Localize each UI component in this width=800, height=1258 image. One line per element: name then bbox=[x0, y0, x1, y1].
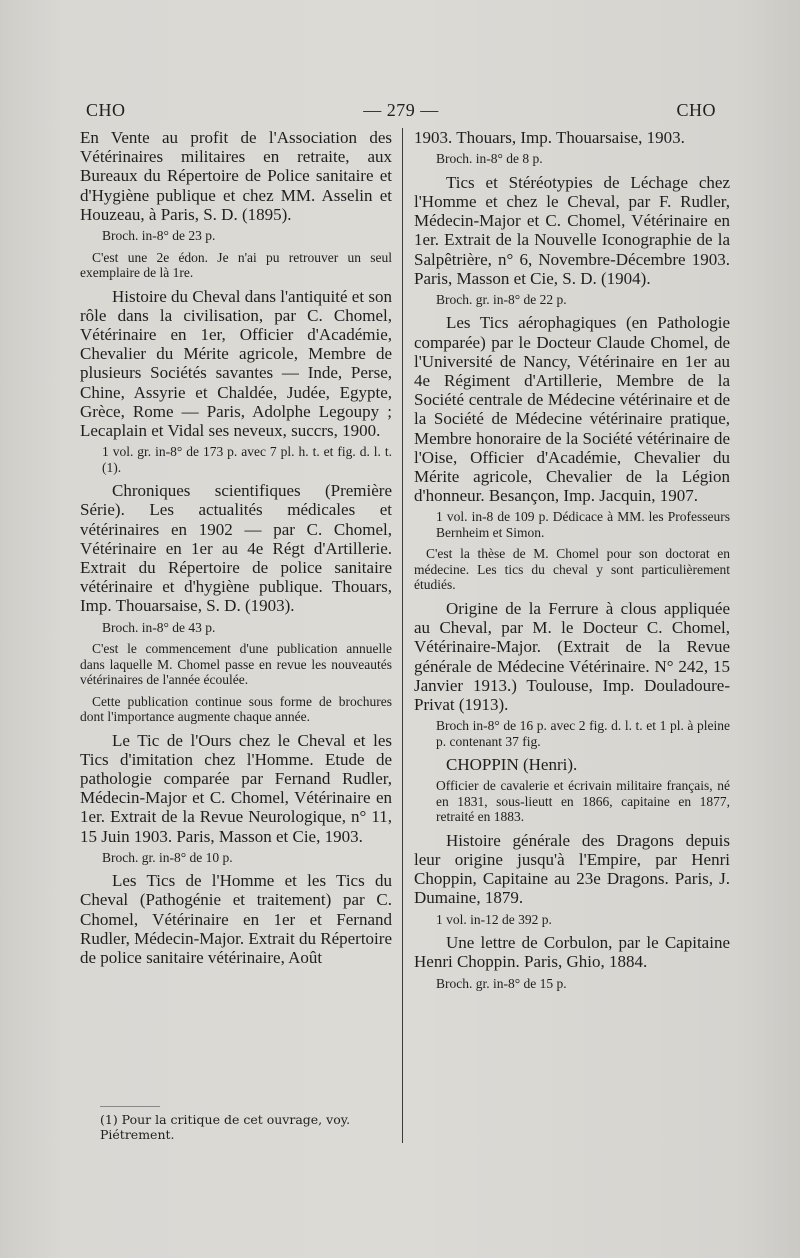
entry-note: C'est la thèse de M. Chomel pour son doctorat en médecine. Les tics du cheval y sont particulièrement étudiés. bbox=[414, 546, 730, 593]
entry-text: Histoire générale des Dragons depuis leur origine jusqu'à l'Empire, par Henri Choppin, Capitaine au 23e Dragons. Paris, J. Dumaine, 1879. bbox=[414, 830, 730, 908]
entry-text: Les Tics de l'Homme et les Tics du Cheval (Pathogénie et traitement) par C. Chomel, Vétérinaire en 1er et Fernand Rudler, Médecin-Major. Extrait du Répertoire de police sanitaire vétérinaire, Août bbox=[80, 871, 392, 968]
entry-note: Broch. in-8° de 8 p. bbox=[436, 151, 543, 167]
entry-note: Officier de cavalerie et écrivain militaire français, né en 1831, sous-lieutt en 1866, capitaine en 1877, retraité en 1883. bbox=[436, 778, 730, 825]
bibliography-entry bbox=[414, 831, 730, 908]
entry-note: C'est le commencement d'une publication annuelle dans laquelle M. Chomel passe en revue les nouveautés vétérinaires de l'année écoulée. bbox=[80, 641, 392, 688]
entry-text: 1903. Thouars, Imp. Thouarsaise, 1903. bbox=[414, 128, 685, 147]
entry-note: Broch. gr. in-8° de 10 p. bbox=[102, 849, 233, 865]
entry-note: 1 vol. in-8 de 109 p. Dédicace à MM. les Professeurs Bernheim et Simon. bbox=[436, 509, 730, 540]
entry-note: Broch. gr. in-8° de 15 p. bbox=[436, 975, 567, 991]
entry-note: Broch. gr. in-8° de 22 p. bbox=[436, 291, 567, 307]
entry-note: Broch. in-8° de 43 p. bbox=[102, 619, 216, 635]
bibliography-entry bbox=[80, 128, 392, 224]
left-column bbox=[80, 128, 392, 971]
entry-text: Chroniques scientifiques (Première Série). Les actualités médicales et vétérinaires en 1902 — par C. Chomel, Vétérinaire en 1er au 4e Régt d'Artillerie. Extrait du Répertoire de police sanitaire vétérinaire et d'hygiène publique. Thouars, Imp. Thouarsaise, S. D. (1903). bbox=[80, 481, 392, 616]
header-right: CHO bbox=[676, 100, 716, 120]
page-number: — 279 — bbox=[363, 100, 439, 120]
footnote: (1) Pour la critique de cet ouvrage, voy. Piétrement. bbox=[100, 1112, 351, 1142]
entry-note: Cette publication continue sous forme de brochures dont l'importance augmente chaque année. bbox=[80, 693, 392, 725]
bibliography-entry bbox=[80, 481, 392, 615]
footnote-rule bbox=[100, 1106, 160, 1107]
bibliography-entry bbox=[80, 731, 392, 846]
entry-text: Origine de la Ferrure à clous appliquée au Cheval, par M. le Docteur C. Chomel, Vétérinaire-Major. (Extrait de la Revue générale de Médecine Vétérinaire. N° 242, 15 Janvier 1913.) Toulouse, Imp. Douladoure-Privat (1913). bbox=[414, 598, 730, 714]
bibliography-entry bbox=[80, 287, 392, 441]
right-column bbox=[414, 128, 730, 997]
entry-note: 1 vol. gr. in-8° de 173 p. avec 7 pl. h. t. et fig. d. l. t. (1). bbox=[102, 444, 392, 475]
entry-note: Broch. in-8° de 23 p. bbox=[102, 228, 216, 244]
bibliography-entry bbox=[414, 599, 730, 714]
bibliography-entry bbox=[80, 871, 392, 967]
running-header bbox=[86, 100, 716, 124]
entry-text: CHOPPIN (Henri). bbox=[446, 755, 578, 775]
entry-text: Les Tics aérophagiques (en Pathologie comparée) par le Docteur Claude Chomel, de l'Université de Nancy, Vétérinaire en 1er au 4e Régiment d'Artillerie, Membre de la Société centrale de Médecine vétérinaire et de la Société de Médecine vétérinaire pratique, Membre honoraire de la Société vétérinaire de l'Oise, Officier d'Académie, Chevalier du Mérite agricole, Chevalier de la Légion d'honneur. Besançon, Imp. Jacquin, 1907. bbox=[414, 313, 730, 506]
entry-text: Tics et Stéréotypies de Léchage chez l'Homme et chez le Cheval, par F. Rudler, Médecin-Major et C. Chomel, Vétérinaire en 1er. Extrait de la Nouvelle Iconographie de la Salpêtrière, n° 6, Novembre-Décembre 1903. Paris, Masson et Cie, S. D. (1904). bbox=[414, 172, 730, 288]
entry-note: C'est une 2e édon. Je n'ai pu retrouver un seul exemplaire de là 1re. bbox=[80, 249, 392, 281]
bibliography-entry bbox=[414, 933, 730, 971]
bibliography-entry bbox=[414, 755, 730, 774]
column-rule bbox=[402, 128, 403, 1143]
bibliography-entry bbox=[414, 128, 730, 147]
entry-note: 1 vol. in-12 de 392 p. bbox=[436, 911, 552, 927]
entry-text: Le Tic de l'Ours chez le Cheval et les Tics d'imitation chez l'Homme. Etude de pathologie comparée par Fernand Rudler, Médecin-Major et C. Chomel, Vétérinaire en 1er. Extrait de la Revue Neurologique, n° 11, 15 Juin 1903. Paris, Masson et Cie, 1903. bbox=[80, 730, 392, 846]
entry-text: En Vente au profit de l'Association des Vétérinaires militaires en retraite, aux Bureaux du Répertoire de Police sanitaire et d'Hygiène publique et chez MM. Asselin et Houzeau, à Paris, S. D. (1895). bbox=[80, 128, 392, 224]
entry-text: Histoire du Cheval dans l'antiquité et son rôle dans la civilisation, par C. Chomel, Vétérinaire en 1er, Officier d'Académie, Chevalier du Mérite agricole, Membre de plusieurs Sociétés savantes — Inde, Perse, Chine, Assyrie et Chaldée, Judée, Egypte, Grèce, Rome — Paris, Adolphe Legoupy ; Lecaplain et Vidal ses neveux, succrs, 1900. bbox=[80, 286, 392, 440]
bibliography-entry bbox=[414, 173, 730, 288]
header-left: CHO bbox=[86, 100, 126, 120]
bibliography-entry bbox=[414, 313, 730, 505]
entry-text: Une lettre de Corbulon, par le Capitaine Henri Choppin. Paris, Ghio, 1884. bbox=[414, 933, 730, 972]
entry-note: Broch in-8° de 16 p. avec 2 fig. d. l. t. et 1 pl. à pleine p. contenant 37 fig. bbox=[436, 718, 730, 749]
